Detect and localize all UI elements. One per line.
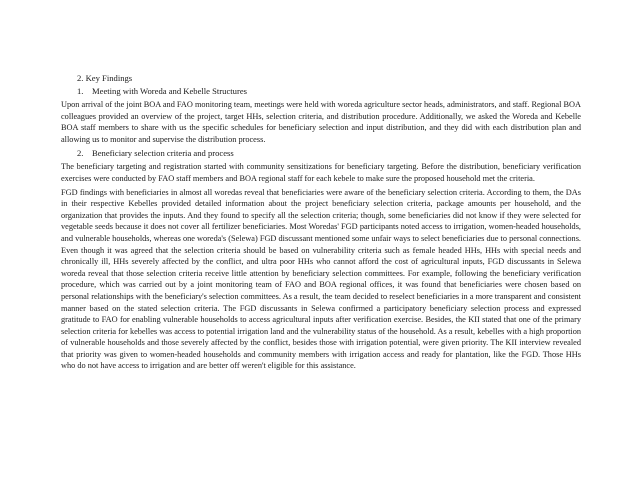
subsection-heading-selection-criteria bbox=[61, 147, 581, 159]
subsection-heading-meetings bbox=[61, 85, 581, 97]
subsection-number: 2. bbox=[77, 148, 84, 159]
paragraph-meetings: Upon arrival of the joint BOA and FAO monitoring team, meetings were held with woreda agriculture sector heads, administrators, and staff. Regional BOA colleagues provided an overview of the project, target HHs, selection criteria, and distribution procedure. Additionally, we asked the Woreda and Kebelle BOA staff members to share with us the specific schedules for beneficiary selection and input distribution, and they did with each distribution plan and allowing us to monitor and supervise the distribution process. bbox=[61, 100, 581, 144]
document-page bbox=[61, 72, 581, 374]
paragraph-fgd-findings: FGD findings with beneficiaries in almost all woredas reveal that beneficiaries were aware of the beneficiary selection criteria. According to them, the DAs in their respective Kebelles provided detailed information about the project beneficiary selection criteria, package amounts per household, and the organization that provides the inputs. And they found to specify all the selection criteria; though, some beneficiaries did not know if they were selected for vegetable seeds because it does not cover all fertilizer beneficiaries. Most Woredas' FGD participants noted access to irrigation, women-headed households, and vulnerable households, whereas one woreda's (Selewa) FGD discussant mentioned some unfair ways to select beneficiaries due to personal connections. Even though it was agreed that the selection criteria should be based on vulnerability criteria such as female headed HHs, HHs with special needs and chronically ill, HHs severely affected by the conflict, and ultra poor HHs who cannot afford the cost of agricultural inputs, FGD discussants in Selewa woreda reveal that those selection criteria receive little attention by beneficiary selection committees. For example, following the beneficiary verification procedure, which was carried out by a joint monitoring team of FAO and BOA regional offices, it was found that beneficiaries were chosen based on personal relationships with the beneficiary's selection committees. As a result, the team decided to reselect beneficiaries in a more transparent and consistent manner based on the stated selection criteria. The FGD discussants in Selewa confirmed a participatory beneficiary selection process and expressed gratitude to FAO for enabling vulnerable households to access agricultural inputs after verification exercise. Besides, the KII stated that one of the primary selection criteria for kebelles was access to potential irrigation land and the vulnerability status of the household. As a result, kebelles with a high proportion of vulnerable households and those severely affected by the conflict, besides those with irrigation potential, were given priority. The KII interview revealed that priority was given to women-headed households and community members with irrigation access and ready for plantation, like the FGD. Those HHs who do not have access to irrigation and are better off weren't eligible for this assistance. bbox=[61, 187, 581, 371]
subsection-number: 1. bbox=[77, 86, 84, 96]
paragraph-targeting: The beneficiary targeting and registration started with community sensitizations for beneficiary targeting. Before the distribution, beneficiary verification exercises were conducted by FAO staff members and BOA regional staff for each kebele to make sure the proposed household met the criteria. bbox=[61, 162, 581, 183]
subsection-title: Meeting with Woreda and Kebelle Structures bbox=[92, 86, 247, 96]
section-heading: 2. Key Findings bbox=[77, 73, 133, 83]
subsection-title: Beneficiary selection criteria and process bbox=[92, 148, 234, 159]
